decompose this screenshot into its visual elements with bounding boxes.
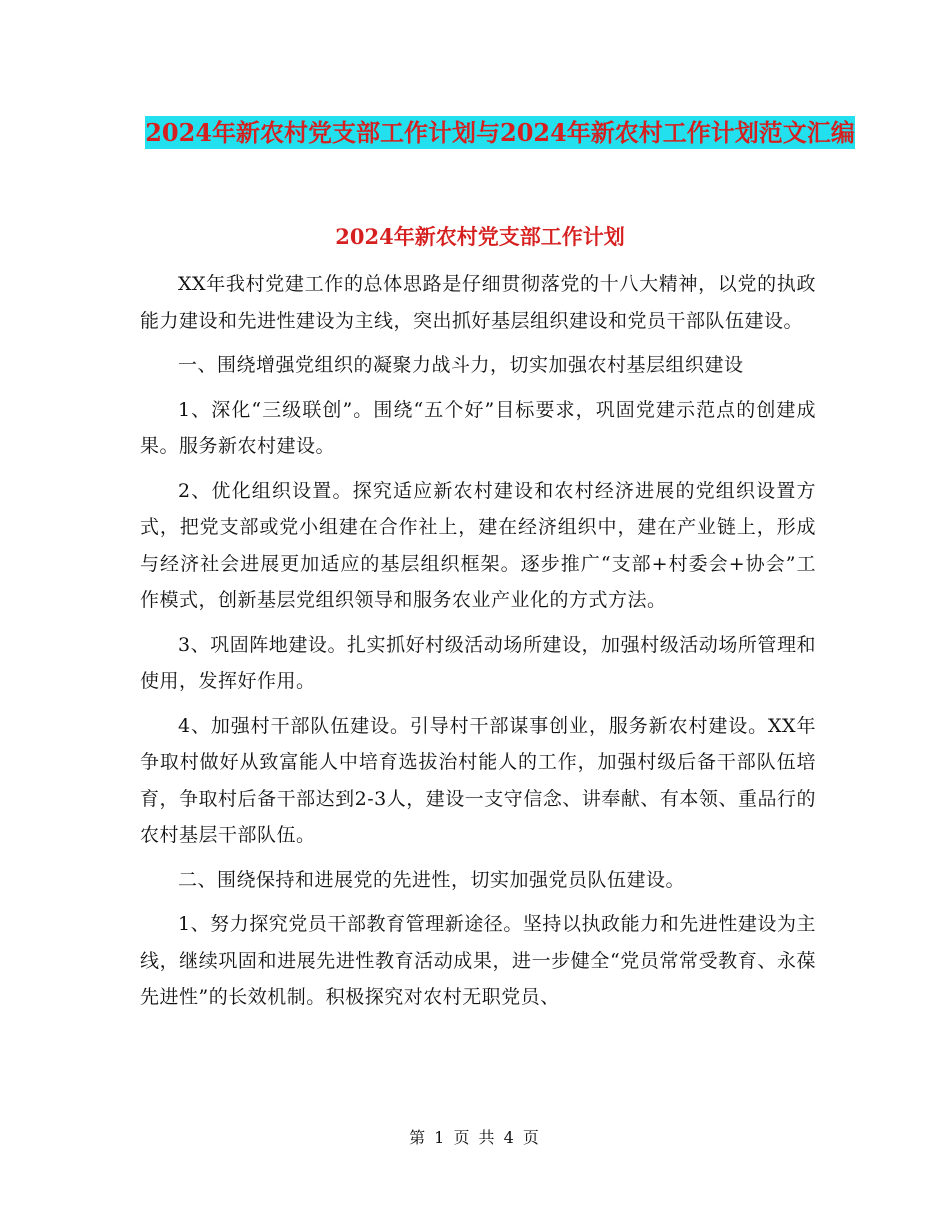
- document-body: [140, 266, 816, 1024]
- paragraph: XX年我村党建工作的总体思路是仔细贯彻落党的十八大精神，以党的执政能力建设和先进性建设为主线，突出抓好基层组织建设和党员干部队伍建设。: [140, 273, 816, 332]
- document-title-text: 2024年新农村党支部工作计划与2024年新农村工作计划范文汇编: [145, 118, 855, 147]
- paragraph: 1、努力探究党员干部教育管理新途径。坚持以执政能力和先进性建设为主线，继续巩固和进展先进性教育活动成果，进一步健全“党员常常受教育、永葆先进性”的长效机制。积极探究对农村无职党员、: [140, 913, 816, 1008]
- paragraph: 3、巩固阵地建设。扎实抓好村级活动场所建设，加强村级活动场所管理和使用，发挥好作用。: [140, 633, 816, 692]
- paragraph: 2、优化组织设置。探究适应新农村建设和农村经济进展的党组织设置方式，把党支部或党小组建在合作社上，建在经济组织中，建在产业链上，形成与经济社会进展更加适应的基层组织框架。逐步推广“支部+村委会+协会”工作模式，创新基层党组织领导和服务农业产业化的方式方法。: [140, 479, 816, 611]
- page-number-footer: 第 1 页 共 4 页: [409, 1128, 541, 1147]
- paragraph: 一、围绕增强党组织的凝聚力战斗力，切实加强农村基层组织建设: [178, 354, 744, 376]
- section-title: 2024年新农村党支部工作计划: [335, 224, 625, 249]
- paragraph: 1、深化“三级联创”。围绕“五个好”目标要求，巩固党建示范点的创建成果。服务新农村建设。: [140, 398, 816, 457]
- document-title: [140, 112, 860, 154]
- paragraph: 4、加强村干部队伍建设。引导村干部谋事创业，服务新农村建设。XX年争取村做好从致富能人中培育选拔治村能人的工作，加强村级后备干部队伍培育，争取村后备干部达到2-3人，建设一支守信念、讲奉献、有本领、重品行的农村基层干部队伍。: [140, 714, 816, 846]
- paragraph: 二、围绕保持和进展党的先进性，切实加强党员队伍建设。: [178, 868, 686, 891]
